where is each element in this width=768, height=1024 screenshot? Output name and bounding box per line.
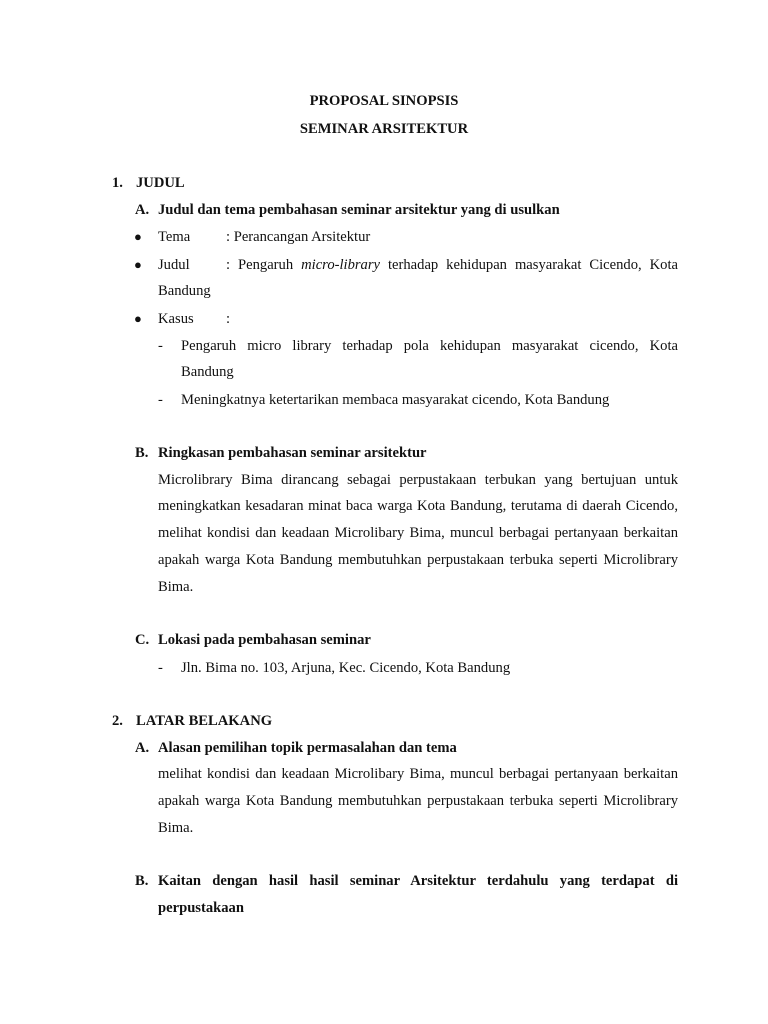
bullet-icon: ● [134, 257, 142, 272]
tema-value: : Perancangan Arsitektur [226, 229, 371, 245]
section-2-heading: LATAR BELAKANG [136, 713, 273, 729]
bullet-icon: ● [134, 311, 142, 326]
section-2-number: 2. [112, 713, 123, 729]
section-1-heading: JUDUL [136, 175, 185, 191]
kasus-item-1-line2: Bandung [181, 364, 234, 380]
kasus-item-1-line1: Pengaruh micro library terhadap pola kehidupan masyarakat cicendo, Kota [181, 338, 678, 354]
judul-continuation: Bandung [158, 283, 211, 299]
section-1b-line-4: apakah warga Kota Bandung membutuhkan perpustakaan terbuka seperti Microlibrary [158, 552, 678, 568]
judul-prefix: : Pengaruh [226, 257, 294, 273]
section-1a-letter: A. [135, 202, 150, 218]
page-subtitle: SEMINAR ARSITEKTUR [299, 121, 469, 137]
section-1b-line-2: meningkatkan kesadaran minat baca warga Kota Bandung, terutama di daerah Cicendo, [158, 498, 678, 514]
page-title: PROPOSAL SINOPSIS [309, 93, 459, 109]
tema-label: Tema [158, 229, 191, 245]
section-1b-heading: Ringkasan pembahasan seminar arsitektur [158, 445, 427, 461]
section-1c-heading: Lokasi pada pembahasan seminar [158, 632, 371, 648]
judul-label: Judul [158, 257, 190, 273]
section-1b-line-3: melihat kondisi dan keadaan Microlibary Bima, muncul berbagai pertanyaan berkaitan [158, 525, 678, 541]
bullet-icon: ● [134, 229, 142, 244]
section-1a-heading: Judul dan tema pembahasan seminar arsitektur yang di usulkan [158, 202, 560, 218]
section-1b-letter: B. [135, 445, 149, 461]
section-2b-letter: B. [135, 873, 149, 889]
section-2b-heading-line-2: perpustakaan [158, 900, 244, 916]
judul-value [226, 256, 678, 274]
section-1b-line-1: Microlibrary Bima dirancang sebagai perpustakaan terbukan yang bertujuan untuk [158, 472, 678, 488]
section-2a-line-3: Bima. [158, 820, 194, 836]
section-1-number: 1. [112, 175, 123, 191]
section-2b-heading-line-1: Kaitan dengan hasil hasil seminar Arsitektur terdahulu yang terdapat di [158, 873, 678, 889]
section-2a-letter: A. [135, 740, 150, 756]
section-2a-line-1: melihat kondisi dan keadaan Microlibary Bima, muncul berbagai pertanyaan berkaitan [158, 766, 678, 782]
section-1c-letter: C. [135, 632, 150, 648]
section-2a-line-2: apakah warga Kota Bandung membutuhkan perpustakaan terbuka seperti Microlibrary [158, 793, 678, 809]
judul-italic: micro-library [301, 257, 381, 273]
kasus-label: Kasus [158, 311, 194, 327]
kasus-value: : [226, 311, 231, 327]
section-1c-item: Jln. Bima no. 103, Arjuna, Kec. Cicendo, Kota Bandung [181, 660, 511, 676]
kasus-item-2-line1: Meningkatnya ketertarikan membaca masyarakat cicendo, Kota Bandung [181, 392, 610, 408]
judul-rest: terhadap kehidupan masyarakat Cicendo, Kota [387, 257, 678, 273]
section-2a-heading: Alasan pemilihan topik permasalahan dan tema [158, 740, 457, 756]
section-1b-line-5: Bima. [158, 579, 194, 595]
